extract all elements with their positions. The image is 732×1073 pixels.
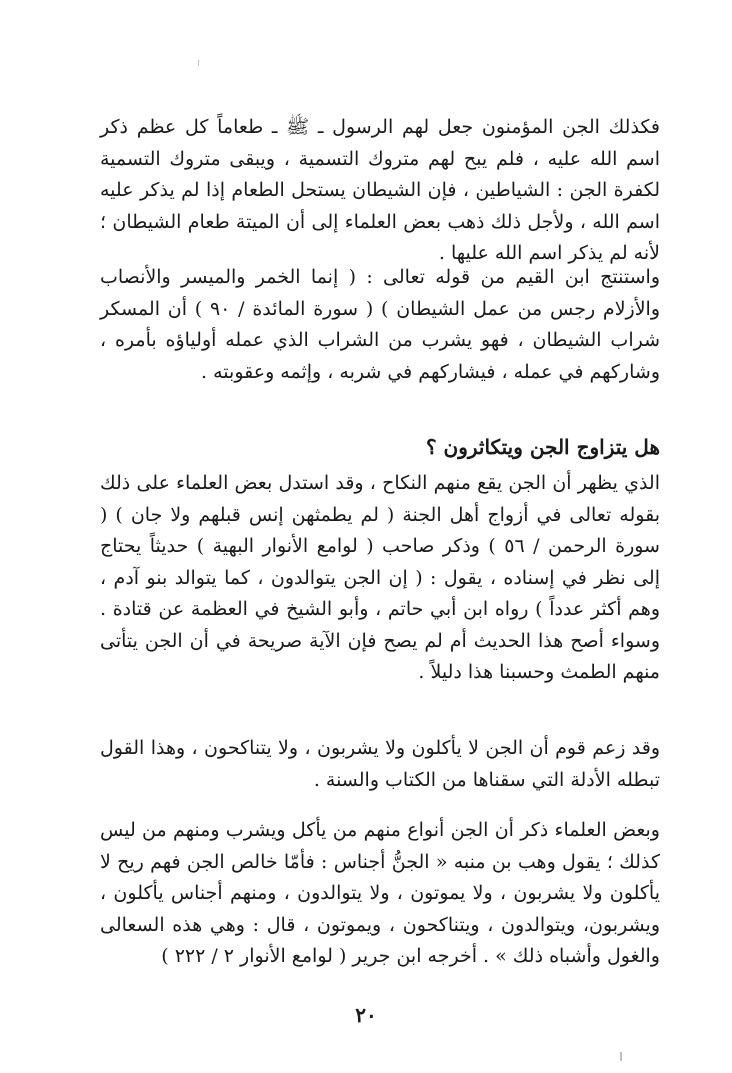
- paragraph-text: فكذلك الجن المؤمنون جعل لهم الرسول ـ ﷺ ـ طعاماً كل عظم ذكر اسم الله عليه ، فلم يبح لهم متروك التسمية ، ويبقى متروك التسمية لكفرة الجن : الشياطين ، فإن الشيطان يستحل الطعام إذا لم يذكر عليه اسم الله ، ولأجل ذلك ذهب بعض العلماء إلى أن الميتة طعام الشيطان ؛ لأنه لم يذكر اسم الله عليها .: [100, 116, 660, 264]
- scan-speck: [620, 1052, 622, 1061]
- section-heading-block: [100, 431, 660, 463]
- section-heading: هل يتزاوج الجن ويتكاثرون ؟: [425, 435, 660, 459]
- paragraph-ibn-al-qayyim: [100, 262, 660, 388]
- paragraph-refutation: [100, 733, 660, 796]
- paragraph-jinn-marriage: [100, 468, 660, 689]
- paragraph-jinn-types: [100, 815, 660, 973]
- paragraph-text: واستنتج ابن القيم من قوله تعالى : ( إنما الخمر والميسر والأنصاب والأزلام رجس من عمل الشيطان ) ( سورة المائدة / ٩٠ ) أن المسكر شراب الشيطان ، فهو يشرب من الشراب الذي عمله أولياؤه بأمره ، وشاركهم في عمله ، فيشاركهم في شربه ، وإثمه وعقوبته .: [100, 266, 660, 383]
- paragraph-text: وبعض العلماء ذكر أن الجن أنواع منهم من يأكل ويشرب ومنهم من ليس كذلك ؛ يقول وهب بن منبه « الجنُّ أجناس : فأمّا خالص الجن فهم ريح لا يأكلون ولا يشربون ، ولا يموتون ، ولا يتوالدون ، ومنهم أجناس يأكلون ، ويشربون، ويتوالدون ، ويتناكحون ، ويموتون ، قال : وهي هذه السعالى والغول وأشباه ذلك » . أخرجه ابن جرير ( لوامع الأنوار ٢ / ٢٢٢ ): [100, 819, 660, 967]
- scan-speck: [198, 60, 199, 66]
- page-number: ٢٠: [355, 1003, 377, 1027]
- paragraph-text: وقد زعم قوم أن الجن لا يأكلون ولا يشربون ، ولا يتناكحون ، وهذا القول تبطله الأدلة التي سقناها من الكتاب والسنة .: [100, 737, 660, 791]
- paragraph-text: الذي يظهر أن الجن يقع منهم النكاح ، وقد استدل بعض العلماء على ذلك بقوله تعالى في أزواج أهل الجنة ( لم يطمثهن إنس قبلهم ولا جان ) ( سورة الرحمن / ٥٦ ) وذكر صاحب ( لوامع الأنوار البهية ) حديثاً يحتاج إلى نظر في إسناده ، يقول : ( إن الجن يتوالدون ، كما يتوالد بنو آدم ، وهم أكثر عدداً ) رواه ابن أبي حاتم ، وأبو الشيخ في العظمة عن قتادة . وسواء أصح هذا الحديث أم لم يصح فإن الآية صريحة في أن الجن يتأتى منهم الطمث وحسبنا هذا دليلاً .: [100, 472, 660, 683]
- paragraph-jinn-food: [100, 112, 660, 270]
